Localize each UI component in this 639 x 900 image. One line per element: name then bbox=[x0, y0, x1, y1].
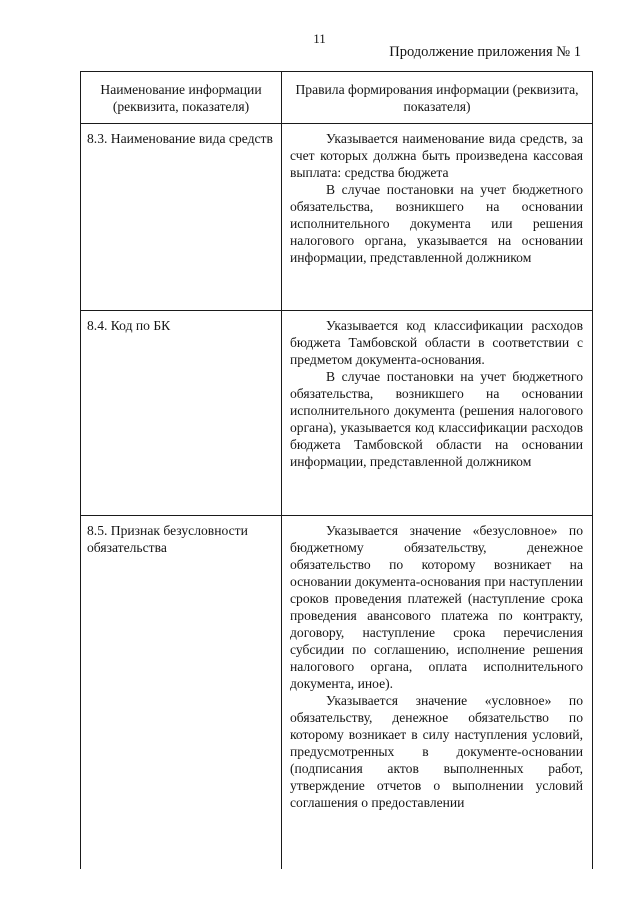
rule-paragraph: Указывается наименование вида средств, за счет которых должна быть произведена кассовая выплата: средства бюджета bbox=[290, 131, 583, 180]
page-number: 11 bbox=[313, 31, 326, 46]
row-name-cell: 8.5. Признак безусловности обязательства bbox=[81, 516, 282, 870]
rule-paragraph: Указывается значение «условное» по обязательству, денежное обязательство по которому возникает в силу наступления условий, предусмотренных в документе-основании (подписания актов выполненных работ, утверждение отчетов о выполнении условий соглашения о предоставлении bbox=[290, 693, 583, 810]
column-header-formation-rules: Правила формирования информации (реквизита, показателя) bbox=[282, 72, 593, 124]
table-header bbox=[81, 72, 593, 124]
rule-paragraph: Указывается код классификации расходов бюджета Тамбовской области в соответствии с предметом документа-основания. bbox=[290, 318, 583, 367]
table-row bbox=[81, 124, 593, 311]
rule-paragraph: Указывается значение «безусловное» по бюджетному обязательству, денежное обязательство по которому возникает на основании документа-основания при наступлении сроков проведения платежей (наступление срока проведения авансового платежа по контракту, договору, наступление срока перечисления субсидии по соглашению, исполнение решения налогового органа, оплата исполнительного документа, иное). bbox=[290, 523, 583, 691]
rule-paragraph: В случае постановки на учет бюджетного обязательства, возникшего на основании исполнительного документа или решения налогового органа, указывается на основании информации, представленной должником bbox=[290, 182, 583, 265]
row-rules-cell bbox=[282, 311, 593, 516]
rule-paragraph: В случае постановки на учет бюджетного обязательства, возникшего на основании исполнительного документа (решения налогового органа), указывается код классификации расходов бюджета Тамбовской области на основании информации, представленной должником bbox=[290, 369, 583, 469]
row-name-cell: 8.3. Наименование вида средств bbox=[81, 124, 282, 311]
row-rules-cell bbox=[282, 516, 593, 870]
table-row bbox=[81, 311, 593, 516]
row-name-cell: 8.4. Код по БК bbox=[81, 311, 282, 516]
table-row bbox=[81, 516, 593, 870]
row-rules-cell bbox=[282, 124, 593, 311]
appendix-continuation-note: Продолжение приложения № 1 bbox=[389, 44, 581, 60]
table-header-row bbox=[81, 72, 593, 124]
information-rules-table bbox=[80, 71, 593, 869]
column-header-information-name: Наименование информации (реквизита, показателя) bbox=[81, 72, 282, 124]
